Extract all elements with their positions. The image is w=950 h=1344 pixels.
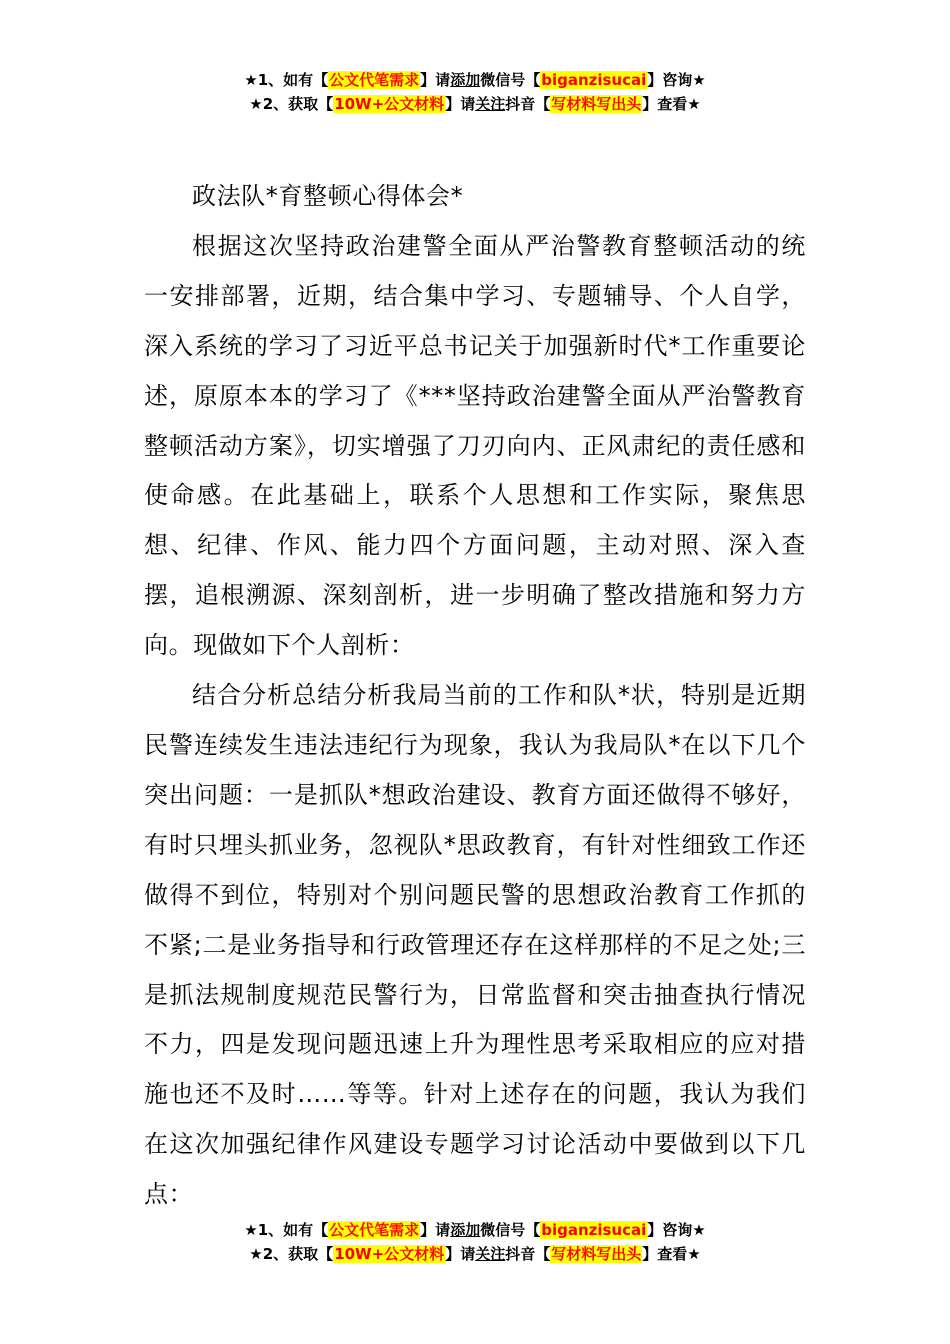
banner-underline: 关注 [475, 95, 506, 113]
paragraph: 结合分析总结分析我局当前的工作和队*状，特别是近期民警连续发生违法违纪行为现象，我认为我局队*在以下几个突出问题：一是抓队*想政治建设、教育方面还做得不够好，有时只埋头抓业务，忽视队*思政教育，有针对性细致工作还做得不到位，特别对个别问题民警的思想政治教育工作抓的不紧;二是业务指导和行政管理还存在这样那样的不足之处;三是抓法规制度规范民警行为，日常监督和突击抽查执行情况不力，四是发现问题迅速上升为理性思考采取相应的应对措施也还不及时……等等。针对上述存在的问题，我认为我们在这次加强纪律作风建设专题学习讨论活动中要做到以下几点： [144, 681, 806, 1209]
paragraph: 根据这次坚持政治建警全面从严治警教育整顿活动的统一安排部署，近期，结合集中学习、专题辅导、个人自学，深入系统的学习了习近平总书记关于加强新时代*工作重要论述，原原本本的学习了《***坚持政治建警全面从严治警教育整顿活动方案》，切实增强了刀刃向内、正风肃纪的责任感和使命感。在此基础上，联系个人思想和工作实际，聚焦思想、纪律、作风、能力四个方面问题，主动对照、深入查摆，追根溯源、深刻剖析，进一步明确了整改措施和努力方向。现做如下个人剖析： [144, 231, 806, 660]
banner-highlight: biganzisucai [541, 71, 647, 89]
banner-line-1: ★1、如有【公文代笔需求】请添加微信号【biganzisucai】咨询★ [244, 1221, 706, 1239]
banner-highlight: 公文代笔需求 [329, 71, 420, 89]
footer-banner [0, 1218, 950, 1266]
banner-underline: 关注 [475, 1245, 506, 1263]
banner-line-1: ★1、如有【公文代笔需求】请添加微信号【biganzisucai】咨询★ [244, 71, 706, 89]
banner-highlight: 10W+公文材料 [334, 1245, 445, 1263]
banner-highlight: 10W+公文材料 [334, 95, 445, 113]
header-banner [0, 68, 950, 116]
banner-underline: 添加 [450, 1221, 481, 1239]
banner-highlight: 公文代笔需求 [329, 1221, 420, 1239]
banner-line-2: ★2、获取【10W+公文材料】请关注抖音【写材料写出头】查看★ [249, 95, 701, 113]
banner-underline: 添加 [450, 71, 481, 89]
document-body [144, 172, 806, 1220]
banner-highlight: biganzisucai [541, 1221, 647, 1239]
banner-highlight: 写材料写出头 [551, 95, 642, 113]
banner-line-2: ★2、获取【10W+公文材料】请关注抖音【写材料写出头】查看★ [249, 1245, 701, 1263]
banner-highlight: 写材料写出头 [551, 1245, 642, 1263]
document-title: 政法队*育整顿心得体会* [192, 182, 464, 210]
